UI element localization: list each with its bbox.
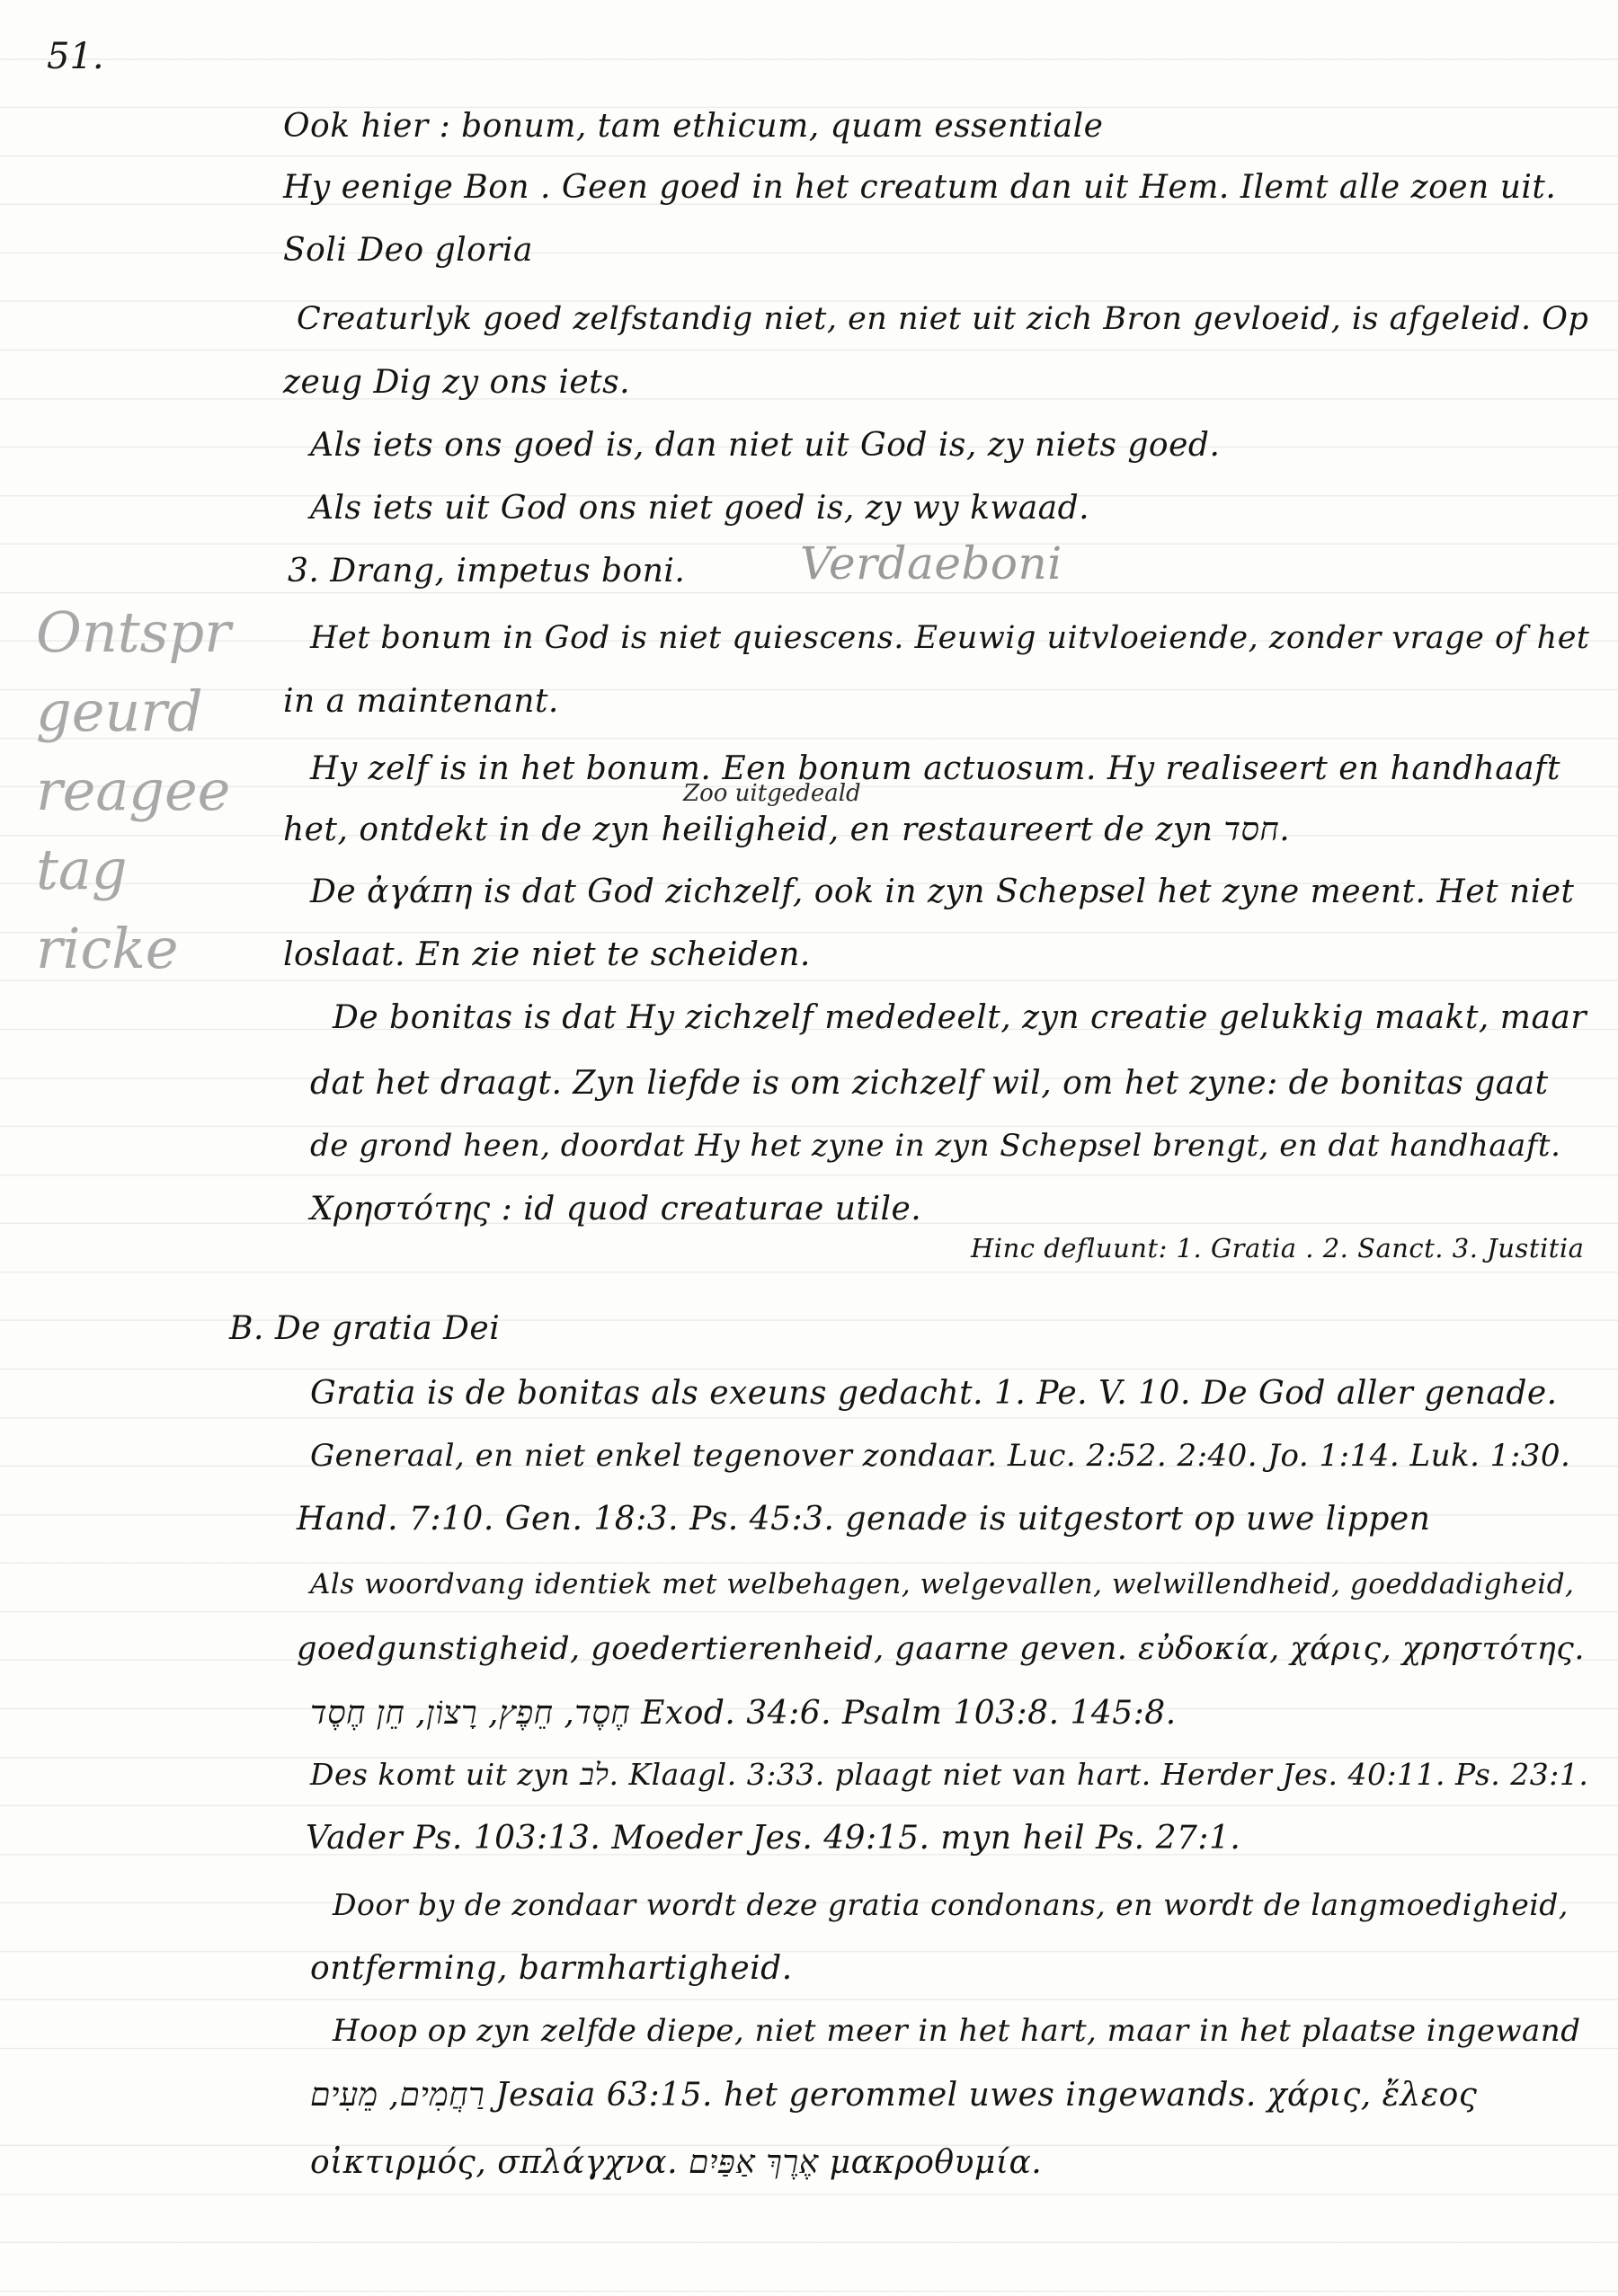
text-line: dat het draagt. Zyn liefde is om zichzelf wil, om het zyne: de bonitas gaat <box>310 1065 1549 1102</box>
text-line: οἰκτιρμός, σπλάγχνα. אֶרֶךְ אַפַּיִם μακροθυμία. <box>310 2144 1043 2181</box>
text-line: Ook hier : bonum, tam ethicum, quam essentiale <box>283 108 1104 145</box>
margin-note-line: geurd <box>36 678 203 744</box>
text-line: ontferming, barmhartigheid. <box>310 1950 793 1987</box>
margin-note-line: reagee <box>36 758 231 823</box>
text-line: Creaturlyk goed zelfstandig niet, en niet uit zich Bron gevloeid, is afgeleid. Op <box>297 301 1589 337</box>
margin-note-line: tag <box>36 837 128 902</box>
text-line: Als iets uit God ons niet goed is, zy wy kwaad. <box>310 490 1090 527</box>
text-line: Hinc defluunt: 1. Gratia . 2. Sanct. 3. Justitia <box>971 1233 1585 1263</box>
text-line: De ἀγάπη is dat God zichzelf, ook in zyn Schepsel het zyne meent. Het niet <box>310 873 1575 910</box>
text-line: in a maintenant. <box>283 683 559 720</box>
margin-note-line: ricke <box>36 916 179 981</box>
text-line: de grond heen, doordat Hy het zyne in zyn Schepsel brengt, en dat handhaaft. <box>310 1128 1561 1164</box>
text-line: חֶסֶד, חֵפֶץ, רָצוֹן, חֵן חֶסֶד Exod. 34:6. Psalm 103:8. 145:8. <box>310 1695 1177 1732</box>
text-line: רַחֲמִים, מֵעִים Jesaia 63:15. het gerommel uwes ingewands. χάρις, ἔλεος <box>310 2077 1478 2114</box>
text-line: Door by de zondaar wordt deze gratia condonans, en wordt de langmoedigheid, <box>333 1887 1569 1922</box>
interlinear-note: Zoo uitgedeald <box>683 780 861 807</box>
text-line: goedgunstigheid, goedertierenheid, gaarne geven. εὐδοκία, χάρις, χρηστότης. <box>297 1631 1585 1667</box>
text-line: Generaal, en niet enkel tegenover zondaar. Luc. 2:52. 2:40. Jo. 1:14. Luk. 1:30. <box>310 1438 1571 1474</box>
text-line: Soli Deo gloria <box>283 232 534 269</box>
text-line: De bonitas is dat Hy zichzelf mededeelt, zyn creatie gelukkig maakt, maar <box>333 999 1587 1036</box>
text-line: het, ontdekt in de zyn heiligheid, en restaureert de zyn חסד. <box>283 811 1291 848</box>
text-line: Hand. 7:10. Gen. 18:3. Ps. 45:3. genade is uitgestort op uwe lippen <box>297 1501 1431 1538</box>
text-line: Als iets ons goed is, dan niet uit God is, zy niets goed. <box>310 427 1221 464</box>
page-number: 51. <box>47 36 104 77</box>
pencil-insert: Verdaeboni <box>800 537 1062 590</box>
text-line: Het bonum in God is niet quiescens. Eeuwig uitvloeiende, zonder vrage of het <box>310 620 1590 656</box>
text-line: Hoop op zyn zelfde diepe, niet meer in het hart, maar in het plaatse ingewand <box>333 2013 1581 2049</box>
section-heading: 3. Drang, impetus boni. <box>288 553 686 590</box>
text-line: Hy eenige Bon . Geen goed in het creatum dan uit Hem. Ilemt alle zoen uit. <box>283 169 1557 206</box>
text-line: Gratia is de bonitas als exeuns gedacht. 1. Pe. V. 10. De God aller genade. <box>310 1375 1558 1412</box>
text-line: zeug Dig zy ons iets. <box>283 364 631 401</box>
margin-note-line: Ontspr <box>36 599 231 665</box>
pencil-margin-note <box>36 593 279 988</box>
text-line: Als woordvang identiek met welbehagen, welgevallen, welwillendheid, goeddadigheid, <box>310 1568 1575 1600</box>
text-line: Χρηστότης : id quod creaturae utile. <box>310 1191 922 1228</box>
section-heading: B. De gratia Dei <box>229 1310 501 1347</box>
text-line: loslaat. En zie niet te scheiden. <box>283 936 811 973</box>
text-line: Des komt uit zyn לב. Klaagl. 3:33. plaagt niet van hart. Herder Jes. 40:11. Ps. 23:1. <box>310 1757 1589 1792</box>
text-line: Vader Ps. 103:13. Moeder Jes. 49:15. myn heil Ps. 27:1. <box>306 1820 1241 1857</box>
text-line: Hy zelf is in het bonum. Een bonum actuosum. Hy realiseert en handhaaft <box>310 750 1560 787</box>
